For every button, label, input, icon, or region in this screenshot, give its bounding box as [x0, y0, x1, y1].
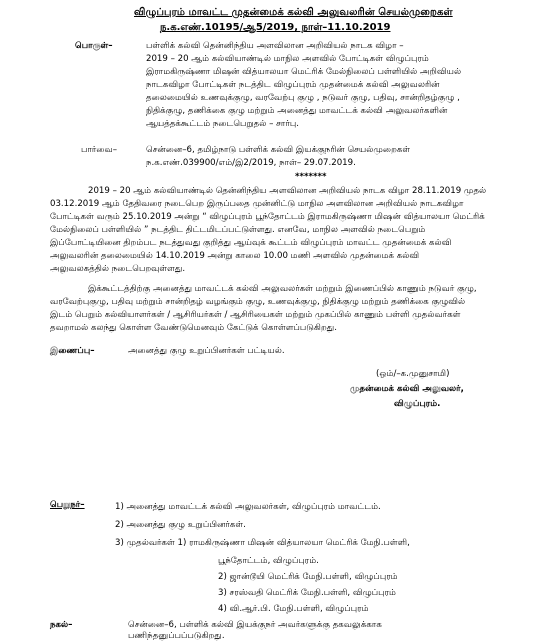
subject-label: பொருள்–: [75, 41, 113, 51]
copy-line: பணிந்தனுப்பப்படுகிறது.: [128, 631, 225, 641]
body-line: போட்டிகள் வரும் 25.10.2019 அன்று “ விழுப்புரம் பூந்தோட்டம் இராமகிருஷ்ணா மிஷன் வித்யாலயா மெட்ரிக்: [50, 212, 485, 222]
recipients-label: பெறுநர்–: [50, 500, 85, 510]
body-line: இடம் பெறும் கல்வியாளர்கள் / ஆசிரியர்கள் / ஆசிரியைகள் மற்றும் முகப்பில் காணும் பள்ளி முதல்வர்கள்: [50, 310, 461, 320]
body-line: இப்போட்டியினை திறம்பட நடத்துவது குறித்து ஆய்வுக் கூட்டம் விழுப்புரம் மாவட்ட முதன்மைக் கல்வி: [50, 238, 452, 248]
subject-line: ஆயத்தக்கூட்டம் நடைபெறுதல் – சார்பு.: [146, 119, 299, 129]
body-line: இக்கூட்டத்திற்கு அனைத்து மாவட்டக் கல்வி அலுவலர்கள் மற்றும் இணைப்பில் காணும் நடுவர் குழு,: [88, 284, 477, 294]
recipient-item: 3) சரஸ்வதி மெட்ரிக் மேநி.பள்ளி, விழுப்புரம்: [218, 588, 396, 598]
reference-number: ந.க.எண்.10195/ஆ5/2019, நாள்–11.10.2019: [160, 22, 391, 33]
reference-label: பார்வை–: [81, 145, 118, 155]
body-line: 2019 – 20 ஆம் கல்வியாண்டில் தென்னிந்திய அளவிலான அறிவியல் நாடக விழா 28.11.2019 முதல்: [88, 186, 487, 196]
enclosure-text: அனைத்து குழு உறுப்பினர்கள் பட்டியல்.: [128, 346, 285, 356]
recipient-item: 4) வி.ஆர்.பி. மேநி.பள்ளி, விழுப்புரம்: [218, 604, 369, 614]
body-line: மேல்நிலைப் பள்ளியில் ” நடத்திட திட்டமிடப்பட்டுள்ளது. எனவே, மாநில அளவில் நடைபெறும்: [50, 225, 426, 235]
body-line: 03.12.2019 ஆம் தேதிவரை நடைபெற இருப்பதை முன்னிட்டு மாநில அளவிலான அறிவியல் நாடகவிழா: [50, 199, 464, 209]
subject-line: இராமகிருஷ்ணா மிஷன் வித்யாலயா மெட்ரிக் மேல்நிலைப் பள்ளியில் அறிவியல்: [146, 67, 462, 77]
signature-place: விழுப்புரம்.: [394, 399, 441, 409]
signature-designation: முதன்மைக் கல்வி அலுவலர்,: [350, 384, 464, 394]
recipient-item: 3) முதல்வர்கள் 1) ராமகிருஷ்ணா மிஷன் வித்யாலயா மெட்ரிக் மேநி.பள்ளி,: [115, 538, 410, 548]
body-line: அலுவலகத்தில் நடைபெறவுள்ளது.: [50, 264, 186, 274]
body-line: வரவேற்புகுழு, பதிவு மற்றும் சான்றிதழ் வழங்கும் குழு, உணவுக்குழு, நிதிக்குழு மற்றும் தணிக்கை குழுவில்: [50, 297, 466, 307]
copy-line: சென்னை–6, பள்ளிக் கல்வி இயக்குநர் அவர்களுக்கு தகவலுக்காக: [128, 620, 382, 630]
subject-line: 2019 – 20 ஆம் கல்வியாண்டில் மாநில அளவில் போட்டிகள் விழுப்புரம்: [146, 54, 429, 64]
copy-label: நகல்–: [50, 620, 73, 630]
subject-line: பள்ளிக் கல்வி தென்னிந்திய அளவிலான அறிவியல் நாடக விழா –: [146, 41, 404, 51]
recipient-item: 2) ஜான்டூயி மெட்ரிக் மேநி.பள்ளி, விழுப்புரம்: [218, 572, 398, 582]
reference-line: சென்னை–6, தமிழ்நாடு பள்ளிக் கல்வி இயக்குநரின் செயல்முறைகள்: [146, 145, 411, 155]
recipient-item: 2) அனைத்து குழு உறுப்பினர்கள்.: [115, 520, 246, 530]
reference-line: ந.க.எண்.039900/எம்/இ2/2019, நாள்– 29.07.2019.: [146, 158, 356, 168]
signature: (ஒம்/–க.முனுசாமி): [376, 369, 450, 379]
document-title: விழுப்புரம் மாவட்ட முதன்மைக் கல்வி அலுவலரின் செயல்முறைகள்: [134, 7, 453, 18]
subject-line: தலைமையில் உணவுக்குழு, வரவேற்பு குழு , நடுவர் குழு, பதிவு, சான்றிதழ்குழு ,: [146, 93, 460, 103]
recipient-item: பூந்தோட்டம், விழுப்புரம்.: [218, 556, 319, 566]
enclosure-label: இணைப்பு–: [50, 346, 95, 356]
separator-stars: *******: [295, 172, 327, 182]
subject-line: நிதிக்குழு, தணிக்கை குழு மற்றும் அனைத்து மாவட்டக் கல்வி அலுவலர்களின்: [146, 106, 448, 116]
body-line: தவறாமல் கலந்து கொள்ள வேண்டுமெனவும் கேட்டுக் கொள்ளப்படுகிறது.: [50, 323, 337, 333]
subject-line: நாடகவிழா போட்டிகள் நடத்திட விழுப்புரம் முதன்மைக் கல்வி அலுவலரின்: [146, 80, 440, 90]
recipient-item: 1) அனைத்து மாவட்டக் கல்வி அலுவலர்கள், விழுப்புரம் மாவட்டம்.: [115, 502, 381, 512]
body-line: அலுவலரின் தலைமையில் 14.10.2019 அன்று காலை 10.00 மணி அளவில் முதன்மைக் கல்வி: [50, 251, 420, 261]
